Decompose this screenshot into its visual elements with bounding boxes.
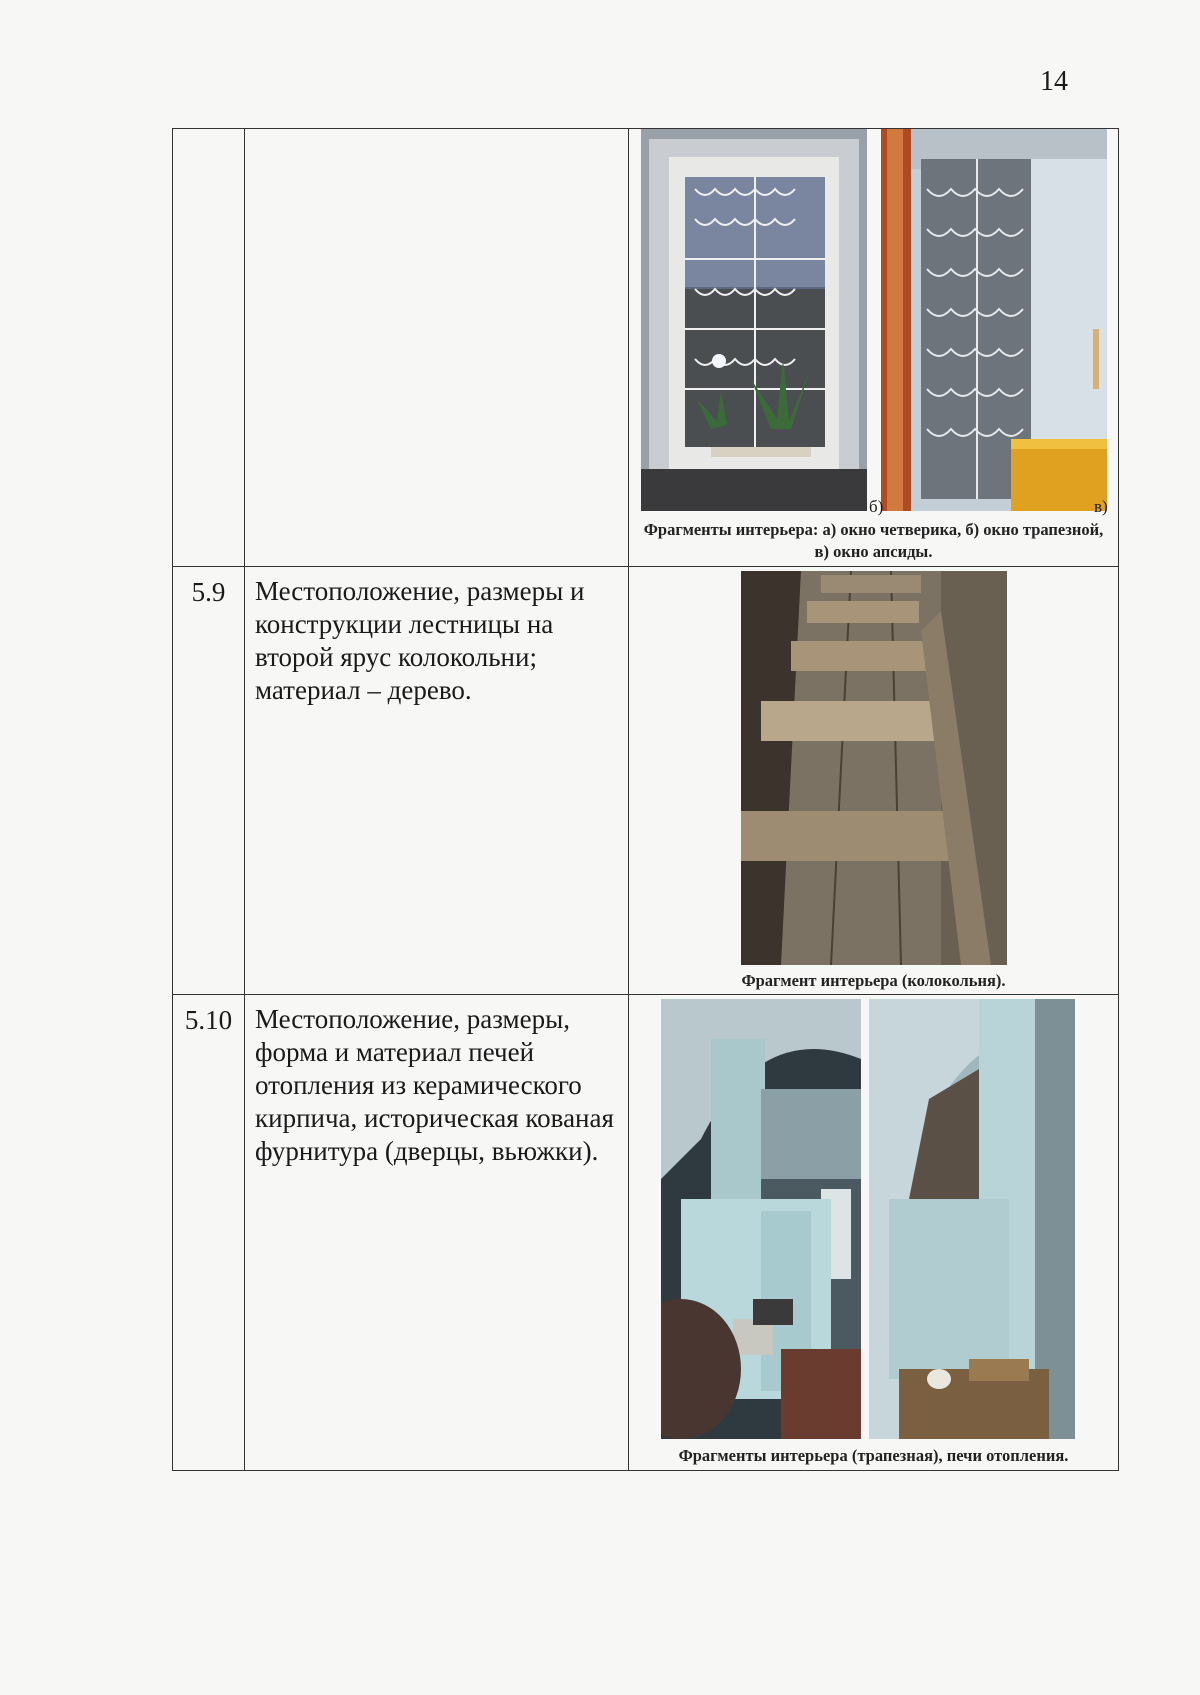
- table-row: [173, 995, 1119, 1471]
- photo-window-chetverik: [641, 129, 867, 511]
- row-image-cell: [629, 995, 1119, 1471]
- photo-stove-right: [869, 999, 1075, 1439]
- row-description-cell: [245, 129, 629, 567]
- row-image-cell: [629, 567, 1119, 995]
- label-v: в): [1094, 497, 1108, 516]
- figure-caption: Фрагменты интерьера (трапезная), печи отопления.: [678, 1446, 1069, 1465]
- elements-table: [172, 128, 1119, 1471]
- photo-window-apse: [881, 129, 1107, 511]
- figure-caption: Фрагменты интерьера: а) окно четверика, б) окно трапезной, в) окно апсиды.: [643, 520, 1104, 561]
- row-description-cell: Местоположение, размеры, форма и материал печей отопления из керамического кирпича, историческая кованая фурнитура (дверцы, вьюжки).: [245, 995, 629, 1471]
- page-number: 14: [1040, 66, 1068, 97]
- photo-stove-left: [661, 999, 861, 1439]
- figure-caption: Фрагмент интерьера (колокольня).: [741, 971, 1006, 990]
- row-number-cell: 5.10: [173, 995, 245, 1471]
- row-image-cell: [629, 129, 1119, 567]
- row-number-cell: 5.9: [173, 567, 245, 995]
- label-b: б): [869, 497, 884, 516]
- row-description-cell: Местоположение, размеры и конструкции лестницы на второй ярус колокольни; материал – дерево.: [245, 567, 629, 995]
- photo-wooden-stairs: [741, 571, 1007, 965]
- table-row: [173, 129, 1119, 567]
- row-number-cell: [173, 129, 245, 567]
- table-row: [173, 567, 1119, 995]
